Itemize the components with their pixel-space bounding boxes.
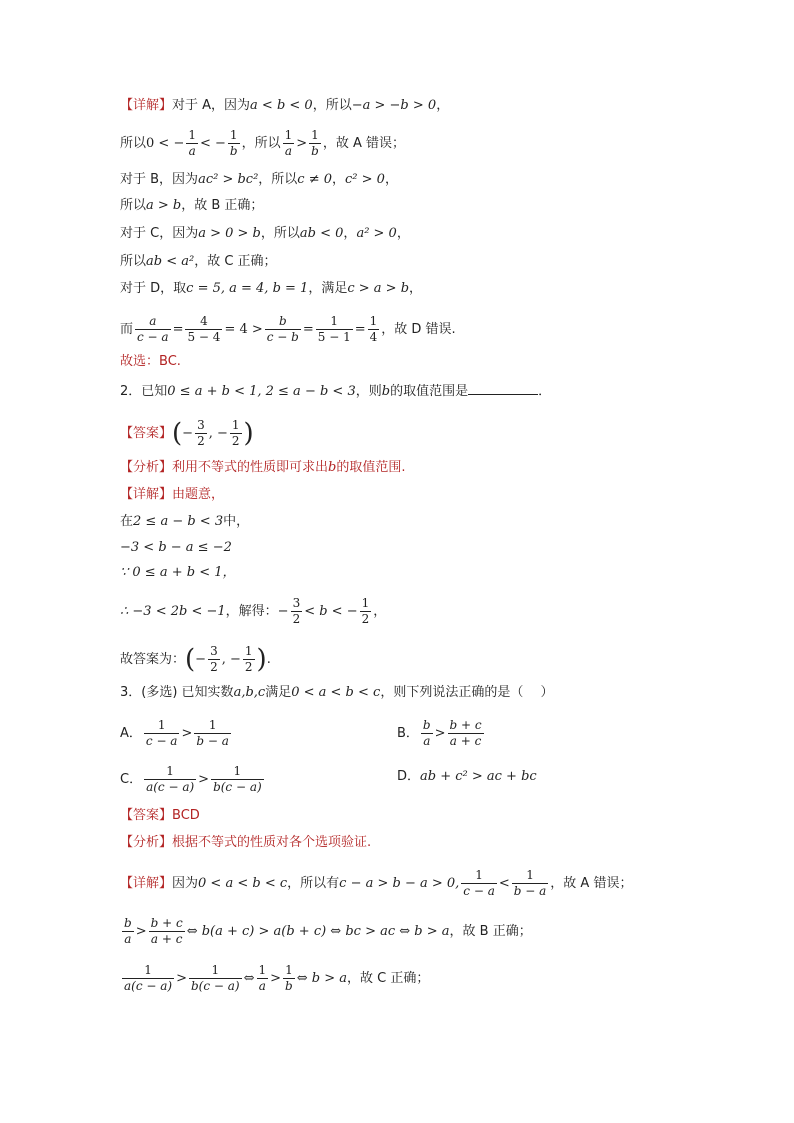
fraction: $\frac{1}{2}$: [244, 644, 253, 674]
detail-line-4: 所以a > b，故 B 正确；: [120, 198, 264, 213]
fraction: $\frac{a}{c - a}$: [137, 314, 169, 344]
question-3: 3．(多选) 已知实数a,b,c满足0 < a < b < c，则下列说法正确的是（ ）: [120, 685, 554, 700]
question-2: 2．已知0 ≤ a + b < 1, 2 ≤ a − b < 3，则b的取值范围是 ．: [120, 380, 551, 402]
fraction: $\frac{1}{a(c - a)}$: [146, 764, 195, 794]
fraction: $\frac{1}{b}$: [311, 128, 319, 158]
answer-line-2: 【答案】(− $\frac{3}{2}$ , − $\frac{1}{2}$ ): [120, 418, 254, 449]
detail-line-6: 所以ab < a²，故 C 正确；: [120, 254, 277, 269]
detail-line-8: 而 $\frac{a}{c - a}$ = $\frac{4}{5 - 4}$ = 4 > $\frac{b}{c - b}$ = $\frac{1}{5 - 1}$ = $\frac{1}{4}$ ，故 D 错误.: [120, 314, 456, 344]
answer-tag: 【答案】: [120, 426, 173, 441]
fraction: $\frac{1}{4}$: [369, 314, 378, 344]
detail-line-2: 所以0 < − $\frac{1}{a}$ < − $\frac{1}{b}$ ，所以 $\frac{1}{a}$ > $\frac{1}{b}$ ，故 A 错误；: [120, 128, 406, 158]
detail-tag: 【详解】: [120, 876, 173, 891]
detail-line-q3-2: $\frac{b}{a}$ > $\frac{b + c}{a + c}$ ⇔ b(a + c) > a(b + c) ⇔ bc > ac ⇔ b > a，故 B 正确；: [124, 916, 532, 946]
fraction: $\frac{1}{c - a}$: [463, 868, 495, 898]
detail-line-1: 【详解】对于 A，因为a < b < 0，所以−a > −b > 0，: [120, 98, 450, 113]
fraction: $\frac{b + c}{a + c}$: [150, 916, 183, 946]
fraction: $\frac{1}{b}$: [285, 963, 293, 993]
fraction: $\frac{1}{2}$: [361, 596, 370, 626]
fraction: $\frac{1}{b(c - a)}$: [213, 764, 262, 794]
fraction: $\frac{1}{c - a}$: [145, 718, 178, 748]
fraction: $\frac{1}{a(c - a)}$: [124, 963, 173, 993]
fraction: $\frac{3}{2}$: [197, 418, 205, 448]
analysis-line-2: 【分析】利用不等式的性质即可求出b的取值范围.: [120, 460, 406, 475]
fraction: $\frac{b}{c - b}$: [266, 314, 299, 344]
analysis-tag: 【分析】: [120, 835, 173, 850]
detail-line-q2-1: 【详解】由题意，: [120, 487, 225, 502]
fraction: $\frac{b}{a}$: [124, 916, 132, 946]
detail-line-q2-2: 在2 ≤ a − b < 3中，: [120, 514, 250, 529]
option-c: C． $\frac{1}{a(c - a)}$ > $\frac{1}{b(c - a)}$: [120, 764, 262, 794]
analysis-line-3: 【分析】根据不等式的性质对各个选项验证.: [120, 835, 372, 850]
fraction: $\frac{1}{b - a}$: [513, 868, 547, 898]
fraction: $\frac{1}{a}$: [188, 128, 196, 158]
option-a: A． $\frac{1}{c - a}$ > $\frac{1}{b - a}$: [120, 718, 229, 748]
fraction: $\frac{b + c}{a + c}$: [449, 718, 482, 748]
detail-line-q2-3: −3 < b − a ≤ −2: [120, 540, 232, 555]
fraction: $\frac{1}{a}$: [258, 963, 267, 993]
detail-line-3: 对于 B，因为ac² > bc²，所以c ≠ 0，c² > 0，: [120, 172, 398, 187]
detail-line-q3-1: 【详解】因为0 < a < b < c，所以有c − a > b − a > 0, $\frac{1}{c - a}$ < $\frac{1}{b - a}$ ，故 A 错误；: [120, 868, 633, 898]
option-d: D．ab + c² > ac + bc: [397, 769, 537, 784]
fraction: $\frac{3}{2}$: [292, 596, 301, 626]
detail-line-q2-5: ∴ −3 < 2b < −1，解得：− $\frac{3}{2}$ < b < − $\frac{1}{2}$ ，: [120, 596, 387, 626]
analysis-tag: 【分析】: [120, 460, 173, 475]
fraction: $\frac{1}{a}$: [284, 128, 293, 158]
fraction: $\frac{3}{2}$: [210, 644, 218, 674]
answer-tag: 【答案】: [120, 808, 173, 823]
fraction: $\frac{1}{5 - 1}$: [317, 314, 351, 344]
detail-line-7: 对于 D，取c = 5, a = 4, b = 1，满足c > a > b，: [120, 281, 423, 296]
fraction: $\frac{4}{5 - 4}$: [187, 314, 221, 344]
detail-line-q3-3: $\frac{1}{a(c - a)}$ > $\frac{1}{b(c - a)}$ ⇔ $\frac{1}{a}$ > $\frac{1}{b}$ ⇔ b > a，故 C 正确；: [124, 963, 430, 993]
answer-blank: [468, 380, 538, 395]
fraction: $\frac{1}{b}$: [229, 128, 238, 158]
fraction: $\frac{1}{b(c - a)}$: [190, 963, 240, 993]
detail-line-5: 对于 C，因为a > 0 > b，所以ab < 0，a² > 0，: [120, 226, 410, 241]
detail-tag: 【详解】: [120, 98, 173, 113]
detail-line-9: 故选：BC.: [120, 354, 181, 369]
detail-line-q2-4: ∵ 0 ≤ a + b < 1，: [120, 565, 236, 580]
option-b: B． $\frac{b}{a}$ > $\frac{b + c}{a + c}$: [397, 718, 482, 748]
detail-tag: 【详解】: [120, 487, 173, 502]
answer-line-3: 【答案】BCD: [120, 808, 200, 823]
fraction: $\frac{1}{b - a}$: [196, 718, 229, 748]
fraction: $\frac{b}{a}$: [422, 718, 431, 748]
detail-line-q2-6: 故答案为：(− $\frac{3}{2}$ , − $\frac{1}{2}$ ).: [120, 644, 271, 675]
fraction: $\frac{1}{2}$: [231, 418, 240, 448]
